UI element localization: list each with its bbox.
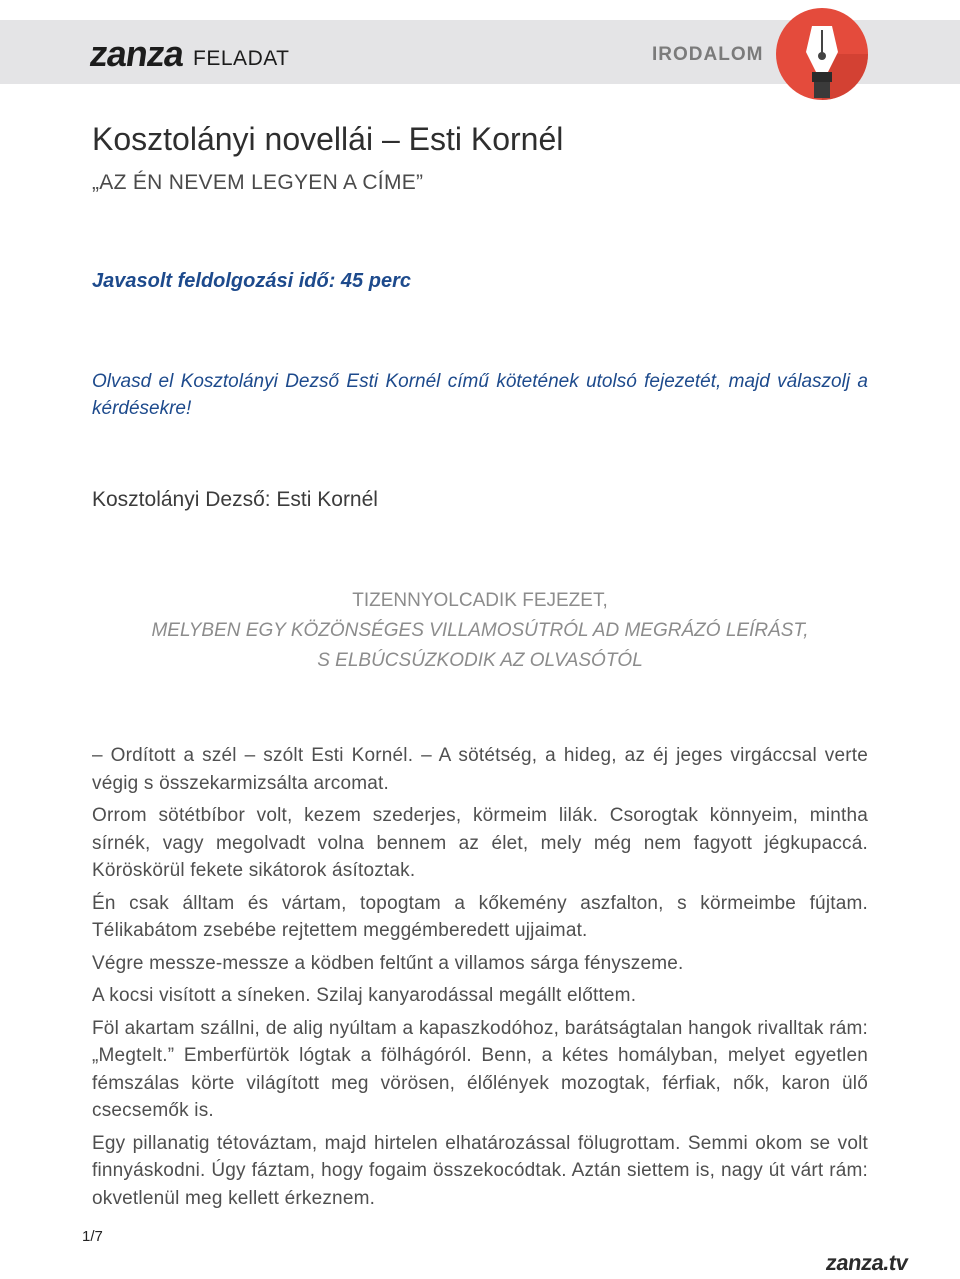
paragraph: Orrom sötétbíbor volt, kezem szederjes, körmeim lilák. Csorogtak könnyeim, mintha sírnék, vagy megolvadt volna bennem az élet, mely még nem fagyott jégkupaccá. Köröskörül fekete sikátorok ásítoztak. [92, 805, 868, 881]
brand-section-label: FELADAT [193, 47, 290, 70]
paragraph: Föl akartam szállni, de alig nyúltam a kapaszkodóhoz, barátságtalan hangok rivalltak rám: „Megtelt.” Emberfürtök lógtak a fölhágóról. Benn, a kétes homályban, melyet egyetlen fémszálas körte világított meg vörösen, élőlények mozogtak, férfiak, nők, karon ülő csecsemők is. [92, 1017, 868, 1121]
chapter-description-line2: S ELBÚCSÚZKODIK AZ OLVASÓTÓL [317, 650, 643, 671]
paragraph: Egy pillanatig tétováztam, majd hirtelen elhatározással fölugrottam. Semmi okom se volt finnyáskodni. Úgy fáztam, hogy fogaim összekocódtak. Aztán siettem is, nagy út várt rám: okvetlenül meg kellett érkeznem. [92, 1132, 868, 1209]
suggested-time: Javasolt feldolgozási idő: 45 perc [92, 270, 411, 292]
work-title: Kosztolányi Dezső: Esti Kornél [92, 488, 378, 511]
pen-nib-icon [776, 8, 868, 100]
novel-excerpt [92, 742, 868, 1217]
paragraph: Én csak álltam és vártam, topogtam a kőkemény aszfalton, s körmeimbe fújtam. Télikabátom zsebébe rejtettem meggémberedett ujjaimat. [92, 892, 868, 941]
page-title: Kosztolányi novellái – Esti Kornél [92, 121, 564, 157]
page-number: 1/7 [82, 1228, 103, 1245]
chapter-heading [92, 586, 868, 676]
page-subtitle: „AZ ÉN NEVEM LEGYEN A CÍME” [92, 171, 424, 194]
paragraph: – Ordított a szél – szólt Esti Kornél. – A sötétség, a hideg, az éj jeges virgáccsal verte végig s összekarmizsálta arcomat. [92, 745, 868, 794]
subject-label: IRODALOM [652, 44, 764, 65]
chapter-description-line1: MELYBEN EGY KÖZÖNSÉGES VILLAMOSÚTRÓL AD MEGRÁZÓ LEÍRÁST, [151, 620, 809, 641]
paragraph: A kocsi visított a síneken. Szilaj kanyarodással megállt előttem. [92, 985, 637, 1006]
task-instruction: Olvasd el Kosztolányi Dezső Esti Kornél című kötetének utolsó fejezetét, majd válaszolj a kérdésekre! [92, 371, 868, 419]
paragraph: Végre messze-messze a ködben feltűnt a villamos sárga fényszeme. [92, 952, 684, 974]
chapter-number: TIZENNYOLCADIK FEJEZET, [352, 590, 608, 611]
brand [87, 33, 290, 74]
site-logo: zanza.tv [824, 1250, 910, 1275]
zanza-logo: zanza [87, 33, 186, 74]
